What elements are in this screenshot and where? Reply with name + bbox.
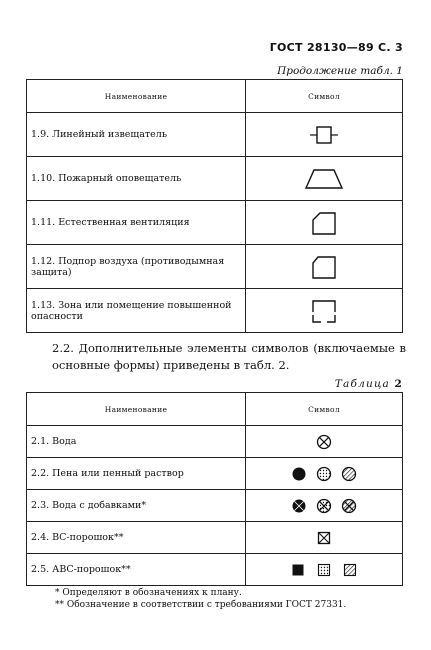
hatched-square-icon bbox=[343, 563, 357, 577]
table-1 bbox=[26, 79, 403, 333]
table1-header-name: Наименование bbox=[27, 80, 246, 113]
air-pressurization-icon bbox=[309, 254, 339, 280]
row-name: 1.13. Зона или помещение повышенной опасности bbox=[27, 289, 246, 333]
hatched-circle-icon bbox=[341, 466, 357, 482]
row-name: 1.11. Естественная вентиляция bbox=[27, 201, 246, 245]
natural-ventilation-icon bbox=[309, 210, 339, 236]
row-name: 1.12. Подпор воздуха (противодымная защита) bbox=[27, 245, 246, 289]
high-danger-zone-icon bbox=[309, 298, 339, 324]
page-header: ГОСТ 28130—89 С. 3 bbox=[269, 41, 403, 54]
row-name: 2.1. Вода bbox=[27, 426, 246, 458]
row-name: 1.9. Линейный извещатель bbox=[27, 113, 246, 157]
row-name: 2.3. Вода с добавками* bbox=[27, 490, 246, 522]
table-row bbox=[27, 426, 403, 458]
table-row bbox=[27, 201, 403, 245]
row-name: 2.2. Пена или пенный раствор bbox=[27, 458, 246, 490]
fire-alarm-icon bbox=[302, 167, 346, 191]
table1-continuation: Продолжение табл. 1 bbox=[277, 65, 403, 77]
footnote-2: ** Обозначение в соответствии с требованиями ГОСТ 27331. bbox=[55, 600, 347, 610]
cross-square-icon bbox=[317, 531, 331, 545]
row-name: 2.4. ВС-порошок** bbox=[27, 522, 246, 554]
table-row bbox=[27, 458, 403, 490]
solid-circle-icon bbox=[291, 466, 307, 482]
hatched-cross-circle-icon bbox=[341, 498, 357, 514]
paragraph-2-2: 2.2. Дополнительные элементы символов (включаемые в основные формы) приведены в табл. 2. bbox=[52, 341, 406, 372]
table-row bbox=[27, 157, 403, 201]
table-row bbox=[27, 113, 403, 157]
dotted-circle-icon bbox=[316, 466, 332, 482]
row-name: 1.10. Пожарный оповещатель bbox=[27, 157, 246, 201]
table2-header-symbol: Символ bbox=[246, 393, 403, 426]
solid-square-icon bbox=[291, 563, 305, 577]
water-cross-circle-icon bbox=[316, 434, 332, 450]
table-2 bbox=[26, 392, 403, 586]
dotted-cross-circle-icon bbox=[316, 498, 332, 514]
row-name: 2.5. АВС-порошок** bbox=[27, 554, 246, 586]
table-row bbox=[27, 554, 403, 586]
dotted-square-icon bbox=[317, 563, 331, 577]
table-row bbox=[27, 245, 403, 289]
table-row bbox=[27, 522, 403, 554]
solid-cross-circle-icon bbox=[291, 498, 307, 514]
table-row bbox=[27, 490, 403, 522]
table2-header-name: Наименование bbox=[27, 393, 246, 426]
table2-caption: Таблица 2 bbox=[334, 378, 403, 390]
linear-detector-icon bbox=[307, 123, 341, 147]
table-row bbox=[27, 289, 403, 333]
table1-header-symbol: Символ bbox=[246, 80, 403, 113]
footnote-1: * Определяют в обозначениях к плану. bbox=[55, 588, 242, 598]
